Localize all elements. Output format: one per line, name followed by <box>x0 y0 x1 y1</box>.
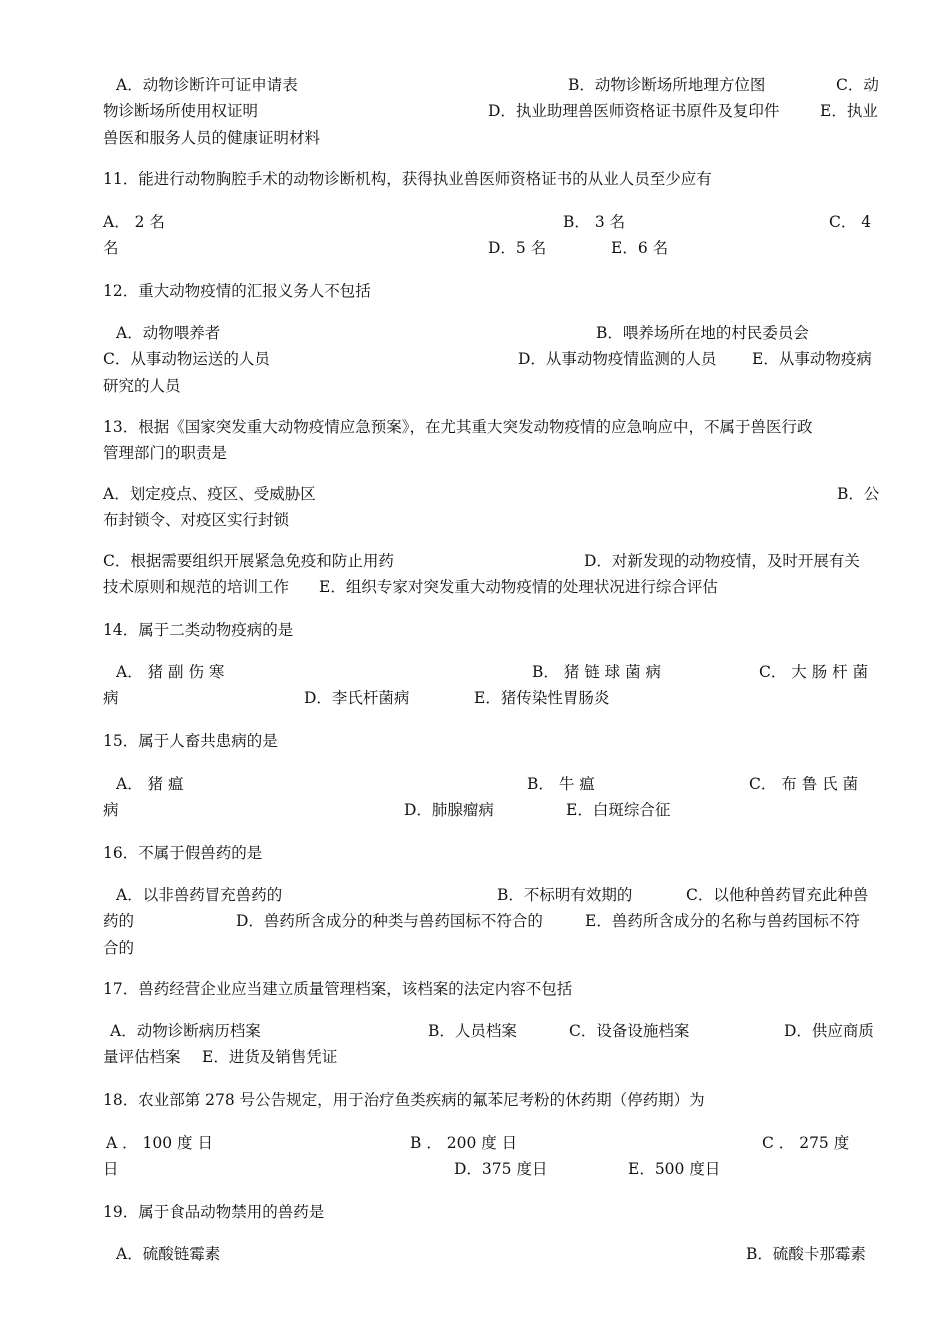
q12-option-c: C．从事动物运送的人员 <box>103 350 270 368</box>
q16-option-c-part1: C．以他种兽药冒充此种兽 <box>686 886 869 904</box>
q16-option-a: A．以非兽药冒充兽药的 <box>116 886 283 904</box>
q19-option-b: B．硫酸卡那霉素 <box>746 1245 866 1263</box>
q13-option-b-part2: 布封锁令、对疫区实行封锁 <box>103 511 290 529</box>
q13-option-d-part1: D．对新发现的动物疫情，及时开展有关 <box>584 552 860 570</box>
q11-option-d: D．5 名 <box>488 239 547 257</box>
q15-option-e: E．白斑综合征 <box>566 801 671 819</box>
q11-stem: 11．能进行动物胸腔手术的动物诊断机构，获得执业兽医师资格证书的从业人员至少应有 <box>103 170 712 188</box>
q15-option-c-part1: C． 布 鲁 氏 菌 <box>749 775 859 793</box>
q11-option-b: B． 3 名 <box>563 213 626 231</box>
q15-option-b: B． 牛 瘟 <box>527 775 595 793</box>
q12-option-e-part1: E．从事动物疫病 <box>752 350 872 368</box>
q14-option-e: E．猪传染性胃肠炎 <box>474 689 610 707</box>
q15-option-a: A． 猪 瘟 <box>116 775 184 793</box>
q17-option-d-part2: 量评估档案 <box>103 1048 181 1066</box>
q16-option-c-part2: 药的 <box>103 912 135 930</box>
q13-option-e: E．组织专家对突发重大动物疫情的处理状况进行综合评估 <box>319 578 718 596</box>
q18-option-e: E．500 度日 <box>628 1160 721 1178</box>
q18-option-d: D．375 度日 <box>454 1160 548 1178</box>
q10-option-c-part2: 物诊断场所使用权证明 <box>103 102 259 120</box>
q18-option-a: A ． 100 度 日 <box>106 1134 213 1152</box>
q17-option-a: A．动物诊断病历档案 <box>110 1022 261 1040</box>
q17-option-b: B．人员档案 <box>428 1022 517 1040</box>
q15-stem: 15．属于人畜共患病的是 <box>103 732 278 750</box>
q13-option-b-part1: B．公 <box>837 485 880 503</box>
q14-option-a: A． 猪 副 伤 寒 <box>116 663 225 681</box>
q16-option-d: D．兽药所含成分的种类与兽药国标不符合的 <box>236 912 543 930</box>
q14-option-d: D．李氏杆菌病 <box>304 689 410 707</box>
q15-option-d: D．肺腺瘤病 <box>404 801 494 819</box>
q17-option-e: E．进货及销售凭证 <box>202 1048 338 1066</box>
q10-option-d: D．执业助理兽医师资格证书原件及复印件 <box>488 102 780 120</box>
q16-option-e-part1: E．兽药所含成分的名称与兽药国标不符 <box>585 912 860 930</box>
q18-option-c-part1: C ． 275 度 <box>762 1134 850 1152</box>
q18-option-b: B ． 200 度 日 <box>410 1134 518 1152</box>
q12-option-b: B．喂养场所在地的村民委员会 <box>596 324 809 342</box>
q13-stem-line2: 管理部门的职责是 <box>103 444 228 462</box>
q14-stem: 14．属于二类动物疫病的是 <box>103 621 294 639</box>
q12-option-a: A．动物喂养者 <box>116 324 221 342</box>
q12-option-e-part2: 研究的人员 <box>103 377 181 395</box>
q12-option-d: D．从事动物疫情监测的人员 <box>518 350 717 368</box>
q12-stem: 12．重大动物疫情的汇报义务人不包括 <box>103 282 371 300</box>
q16-option-e-part2: 合的 <box>103 939 135 957</box>
q13-stem-line1: 13．根据《国家突发重大动物疫情应急预案》，在尤其重大突发动物疫情的应急响应中，不属于兽医行政 <box>103 418 813 436</box>
q14-option-c-part1: C． 大 肠 杆 菌 <box>759 663 869 681</box>
q15-option-c-part2: 病 <box>103 801 119 819</box>
q16-stem: 16．不属于假兽药的是 <box>103 844 263 862</box>
q10-option-e-part2: 兽医和服务人员的健康证明材料 <box>103 129 321 147</box>
q11-option-a: A． 2 名 <box>103 213 165 231</box>
q10-option-c-part1: C．动 <box>836 76 879 94</box>
q11-option-c-part1: C． 4 <box>829 213 872 231</box>
q10-option-e-part1: E．执业 <box>820 102 878 120</box>
q10-option-a: A．动物诊断许可证申请表 <box>116 76 298 94</box>
q14-option-c-part2: 病 <box>103 689 119 707</box>
q11-option-e: E．6 名 <box>611 239 669 257</box>
q10-option-b: B．动物诊断场所地理方位图 <box>568 76 766 94</box>
q18-stem: 18．农业部第 278 号公告规定，用于治疗鱼类疾病的氟苯尼考粉的休药期（停药期）为 <box>103 1091 705 1109</box>
q11-option-c-part2: 名 <box>103 239 119 257</box>
q19-stem: 19．属于食品动物禁用的兽药是 <box>103 1203 325 1221</box>
q13-option-c: C．根据需要组织开展紧急免疫和防止用药 <box>103 552 394 570</box>
q13-option-d-part2: 技术原则和规范的培训工作 <box>103 578 290 596</box>
q18-option-c-part2: 日 <box>103 1160 119 1178</box>
q13-option-a: A．划定疫点、疫区、受威胁区 <box>103 485 316 503</box>
q17-option-c: C．设备设施档案 <box>569 1022 690 1040</box>
q17-option-d-part1: D．供应商质 <box>784 1022 874 1040</box>
q14-option-b: B． 猪 链 球 菌 病 <box>532 663 662 681</box>
q17-stem: 17．兽药经营企业应当建立质量管理档案，该档案的法定内容不包括 <box>103 980 573 998</box>
q16-option-b: B．不标明有效期的 <box>497 886 633 904</box>
q19-option-a: A．硫酸链霉素 <box>116 1245 221 1263</box>
